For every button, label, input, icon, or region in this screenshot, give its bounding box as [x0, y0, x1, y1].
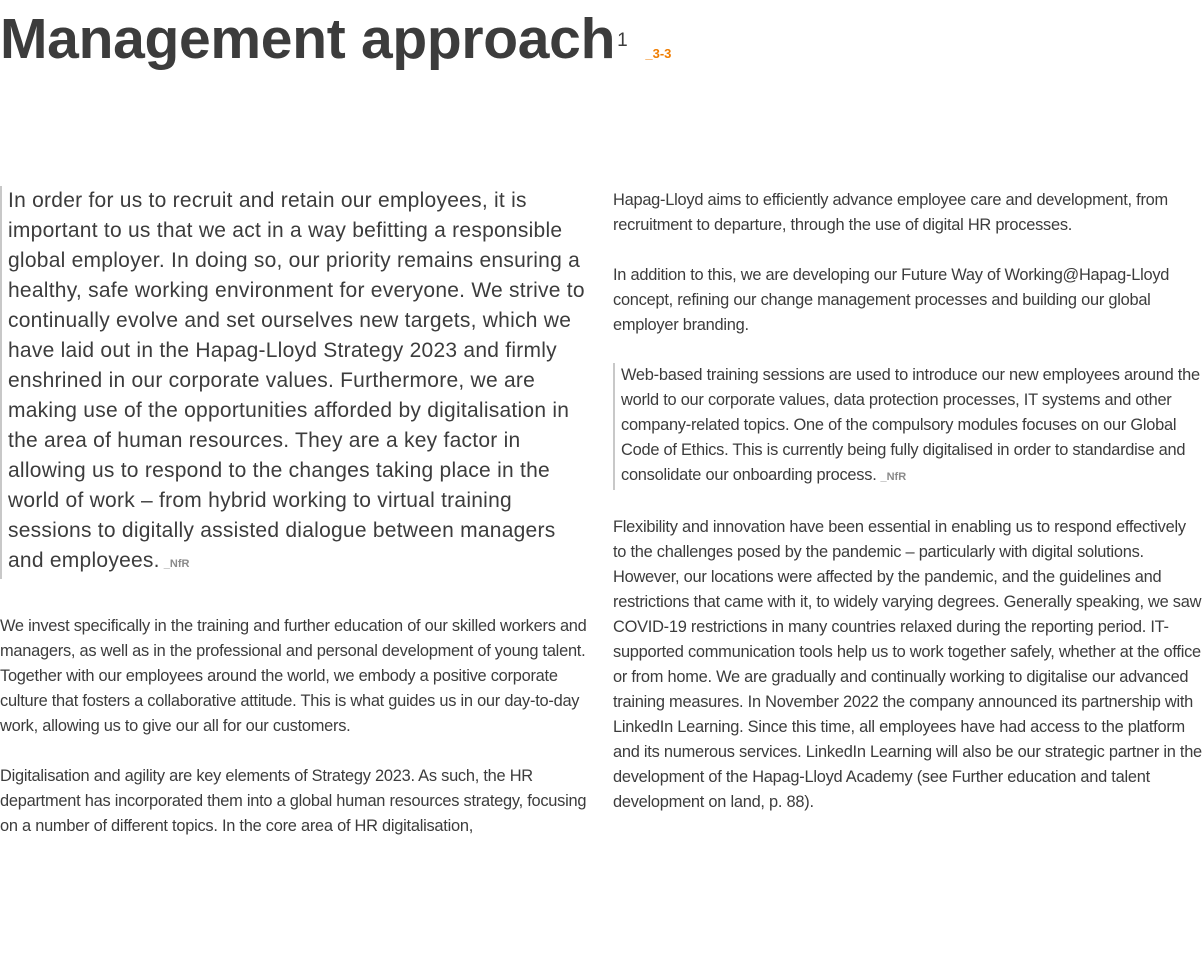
highlighted-paragraph-text: Web-based training sessions are used to introduce our new employees around the world to our corporate values, data protection processes, IT systems and other company-related topics. One of the compulsory modules focuses on our Global Code of Ethics. This is currently being fully digitalised in order to standardise and consolidate our onboarding process. [621, 366, 1200, 484]
footnote-mark[interactable]: 1 [617, 30, 628, 51]
nfr-tag: _NfR [163, 558, 190, 570]
left-column [0, 186, 592, 864]
body-paragraph: Digitalisation and agility are key elements of Strategy 2023. As such, the HR department has incorporated them into a global human resources strategy, focusing on a number of different topics. In the core area of HR digitalisation, [0, 767, 587, 835]
body-paragraph: Flexibility and innovation have been essential in enabling us to respond effectively to the challenges posed by the pandemic – particularly with digital solutions. However, our locations were affected by the pandemic, and the guidelines and restrictions that came with it, to widely varying degrees. Generally speaking, we saw COVID-19 restrictions in many countries relaxed during the reporting period. IT-supported communication tools help us to work together safely, whether at the office or from home. We are gradually and continually working to digitalise our advanced training measures. In November 2022 the company announced its partnership with LinkedIn Learning. Since this time, all employees have had access to the platform and its numerous services. LinkedIn Learning will also be our strategic partner in the development of the Hapag-Lloyd Academy (see Further education and talent development on land, p. 88). [613, 518, 1202, 811]
body-paragraph: Hapag-Lloyd aims to efficiently advance employee care and development, from recruitment to departure, through the use of digital HR processes. [613, 191, 1168, 234]
gri-reference-tag: _3-3 [645, 46, 672, 61]
right-column [613, 188, 1202, 840]
lead-statement-text: In order for us to recruit and retain our employees, it is important to us that we act in a way befitting a responsible global employer. In doing so, our priority remains ensuring a healthy, safe working environment for everyone. We strive to continually evolve and set ourselves new targets, which we have laid out in the Hapag-Lloyd Strategy 2023 and firmly enshrined in our corporate values. Furthermore, we are making use of the opportunities afforded by digitalisation in the area of human resources. They are a key factor in allowing us to respond to the changes taking place in the world of work – from hybrid working to virtual training sessions to digitally assisted dialogue between managers and employees. [8, 189, 585, 572]
nfr-tag: _NfR [880, 471, 907, 483]
body-paragraph: In addition to this, we are developing our Future Way of Working@Hapag-Lloyd concept, refining our change management processes and building our global employer branding. [613, 266, 1170, 334]
body-paragraph: We invest specifically in the training and further education of our skilled workers and managers, as well as in the professional and personal development of young talent. Together with our employees around the world, we embody a positive corporate culture that fosters a collaborative attitude. This is what guides us in our day-to-day work, allowing us to give our all for our customers. [0, 617, 587, 735]
lead-statement [0, 186, 592, 579]
page-title [0, 6, 671, 87]
highlighted-paragraph [613, 363, 1202, 490]
page-title-text: Management approach [0, 7, 616, 71]
